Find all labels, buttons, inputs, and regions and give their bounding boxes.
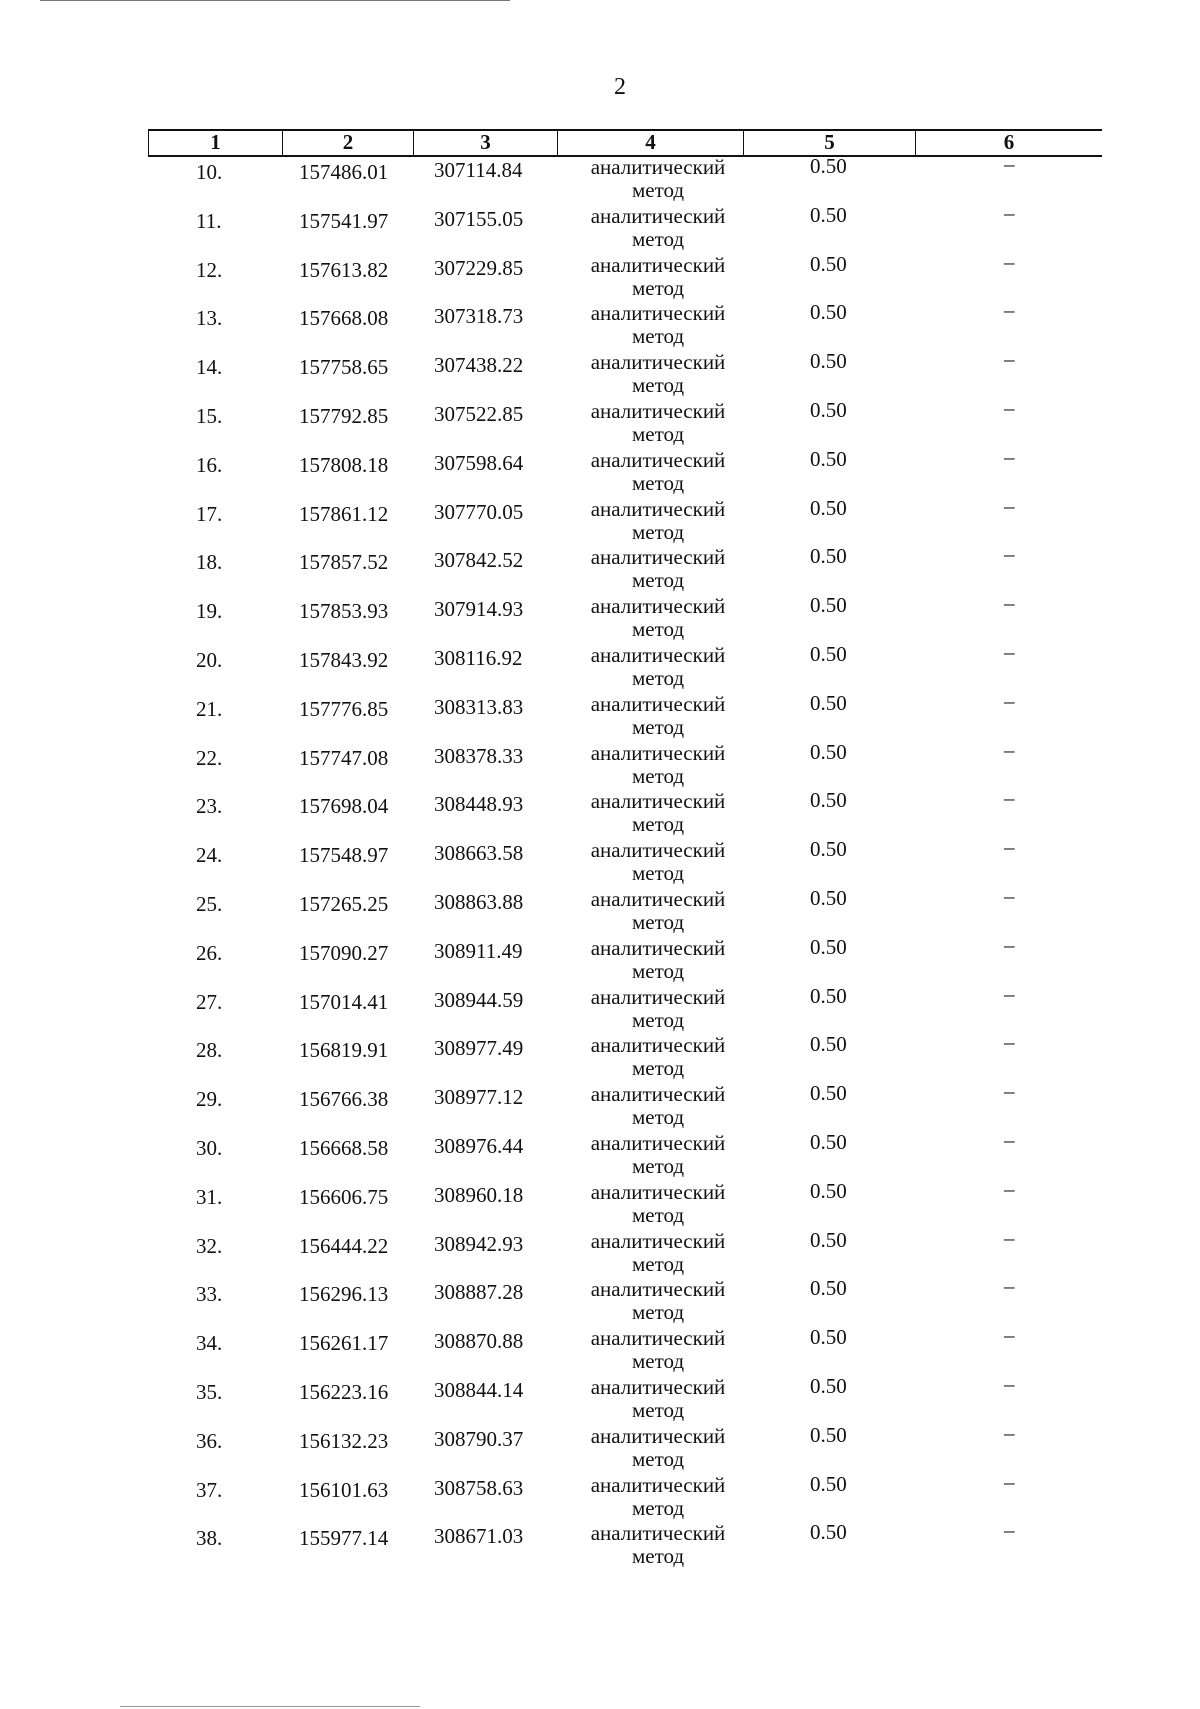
note-value: –: [1004, 249, 1015, 274]
table-row: [0, 1274, 1200, 1329]
note-value: –: [1004, 1371, 1015, 1396]
coordinate-y: 308758.63: [434, 1475, 524, 1500]
coordinate-x: 157548.97: [299, 843, 389, 868]
accuracy-value: 0.50: [810, 1276, 847, 1301]
coordinate-x: 157808.18: [299, 452, 389, 477]
coordinate-x: 157758.65: [299, 355, 389, 380]
coordinate-x: 157861.12: [299, 501, 389, 526]
coordinate-y: 308790.37: [434, 1426, 524, 1451]
coordinate-y: 307318.73: [434, 304, 524, 329]
column-header-1: 1: [148, 131, 282, 155]
note-value: –: [1004, 1323, 1015, 1348]
method-cell: [573, 1230, 743, 1276]
note-value: –: [1004, 883, 1015, 908]
accuracy-value: 0.50: [810, 300, 847, 325]
point-number: 35.: [196, 1379, 223, 1404]
method-line-2: метод: [631, 470, 685, 495]
coordinate-x: 157541.97: [299, 208, 389, 233]
method-line-2: метод: [631, 812, 685, 837]
point-number: 18.: [196, 550, 223, 575]
coordinate-y: 308977.12: [434, 1085, 524, 1110]
point-number: 29.: [196, 1087, 223, 1112]
coordinate-y: 307114.84: [434, 158, 523, 182]
point-number: 10.: [196, 160, 223, 184]
point-number: 31.: [196, 1184, 223, 1209]
table-row: [0, 1323, 1200, 1378]
method-line-1: аналитический: [590, 252, 726, 277]
column-header-5: 5: [743, 131, 915, 155]
accuracy-value: 0.50: [810, 544, 847, 569]
coordinate-x: 157668.08: [299, 306, 389, 331]
coordinate-x: 156444.22: [299, 1233, 389, 1258]
coordinate-y: 308671.03: [434, 1524, 524, 1549]
method-cell: [573, 498, 743, 544]
note-value: –: [1004, 835, 1015, 860]
point-number: 24.: [196, 843, 223, 868]
method-line-1: аналитический: [590, 1423, 726, 1448]
table-row: [0, 932, 1200, 988]
method-cell: [573, 693, 743, 739]
coordinate-y: 308870.88: [434, 1329, 524, 1354]
method-line-2: метод: [631, 1397, 685, 1422]
method-line-2: метод: [631, 665, 685, 690]
point-number: 14.: [196, 355, 223, 380]
table-row: [0, 639, 1200, 695]
method-line-2: метод: [631, 1056, 685, 1081]
method-cell: [573, 351, 743, 397]
table-row: [0, 981, 1200, 1037]
column-header-6: 6: [915, 131, 1102, 155]
method-line-1: аналитический: [590, 1228, 726, 1253]
coordinate-y: 308378.33: [434, 743, 524, 768]
coordinate-x: 157857.52: [299, 550, 389, 575]
method-line-2: метод: [631, 1202, 685, 1227]
method-cell: [573, 742, 743, 788]
coordinate-y: 307229.85: [434, 255, 524, 280]
point-number: 22.: [196, 745, 223, 770]
note-value: –: [1004, 639, 1015, 664]
accuracy-value: 0.50: [810, 397, 847, 422]
accuracy-value: 0.50: [810, 349, 847, 374]
table-header: [148, 129, 1102, 157]
coordinate-x: 156261.17: [299, 1331, 389, 1356]
point-number: 26.: [196, 940, 223, 965]
coordinate-x: 156223.16: [299, 1379, 389, 1404]
table-row: [0, 1420, 1200, 1476]
accuracy-value: 0.50: [810, 1129, 847, 1154]
note-value: –: [1004, 493, 1015, 518]
note-value: –: [1004, 542, 1015, 567]
point-number: 33.: [196, 1282, 223, 1307]
note-value: –: [1004, 737, 1015, 762]
accuracy-value: 0.50: [810, 885, 847, 910]
table-row: [0, 200, 1200, 256]
coordinate-y: 307522.85: [434, 401, 524, 426]
point-number: 38.: [196, 1526, 223, 1551]
point-number: 11.: [196, 208, 222, 233]
point-number: 16.: [196, 452, 223, 477]
point-number: 30.: [196, 1135, 223, 1160]
table-row: [0, 347, 1200, 402]
table-row: [0, 1127, 1200, 1183]
point-number: 13.: [196, 306, 223, 331]
column-header-3: 3: [413, 131, 557, 155]
method-line-2: метод: [631, 373, 685, 398]
point-number: 25.: [196, 891, 223, 916]
method-line-2: метод: [631, 1300, 685, 1325]
coordinate-x: 156296.13: [299, 1282, 389, 1307]
method-line-2: метод: [631, 1153, 685, 1178]
method-line-1: аналитический: [590, 447, 726, 472]
accuracy-value: 0.50: [810, 154, 847, 178]
method-line-2: метод: [631, 226, 685, 251]
accuracy-value: 0.50: [810, 1520, 847, 1545]
page-number: 2: [614, 74, 626, 100]
note-value: –: [1004, 200, 1015, 225]
method-cell: [573, 302, 743, 348]
accuracy-value: 0.50: [810, 690, 847, 715]
method-cell: [573, 1034, 743, 1080]
method-cell: [573, 839, 743, 885]
note-value: –: [1004, 1518, 1015, 1543]
table-row: [0, 542, 1200, 597]
table-row: [0, 688, 1200, 744]
coordinate-x: 157265.25: [299, 891, 389, 916]
coordinate-x: 157090.27: [299, 940, 389, 965]
note-value: –: [1004, 298, 1015, 323]
method-line-2: метод: [631, 1349, 685, 1374]
coordinate-y: 308976.44: [434, 1133, 524, 1158]
method-cell: [573, 1376, 743, 1422]
table-row: [0, 1225, 1200, 1281]
coordinate-x: 156819.91: [299, 1038, 389, 1063]
note-value: –: [1004, 932, 1015, 957]
accuracy-value: 0.50: [810, 983, 847, 1008]
method-line-1: аналитический: [590, 984, 726, 1009]
coordinate-y: 308863.88: [434, 889, 524, 914]
coordinate-y: 308911.49: [434, 938, 523, 963]
point-number: 15.: [196, 403, 223, 428]
note-value: –: [1004, 1030, 1015, 1055]
accuracy-value: 0.50: [810, 446, 847, 471]
point-number: 34.: [196, 1331, 223, 1356]
coordinate-x: 156606.75: [299, 1184, 389, 1209]
coordinate-x: 156766.38: [299, 1087, 389, 1112]
coordinate-y: 308116.92: [434, 645, 523, 670]
coordinate-x: 157613.82: [299, 257, 389, 282]
note-value: –: [1004, 444, 1015, 469]
coordinate-y: 307914.93: [434, 597, 524, 622]
coordinate-x: 157792.85: [299, 403, 389, 428]
method-line-1: аналитический: [590, 789, 726, 814]
coordinate-x: 156668.58: [299, 1135, 389, 1160]
method-cell: [573, 888, 743, 934]
table-row: [0, 737, 1200, 793]
point-number: 28.: [196, 1038, 223, 1063]
method-line-2: метод: [631, 275, 685, 300]
note-value: –: [1004, 152, 1015, 176]
method-cell: [573, 205, 743, 251]
note-value: –: [1004, 395, 1015, 420]
table-row: [0, 591, 1200, 646]
method-line-1: аналитический: [590, 398, 726, 423]
method-cell: [573, 1132, 743, 1178]
coordinate-y: 308844.14: [434, 1377, 524, 1402]
method-cell: [573, 986, 743, 1032]
method-line-2: метод: [631, 1007, 685, 1032]
point-number: 32.: [196, 1233, 223, 1258]
coordinate-x: 156101.63: [299, 1477, 389, 1502]
method-line-1: аналитический: [590, 935, 726, 960]
method-line-2: метод: [631, 1446, 685, 1471]
method-line-2: метод: [631, 1495, 685, 1520]
table-row: [0, 1371, 1200, 1427]
method-line-2: метод: [631, 861, 685, 886]
table-row: [0, 444, 1200, 500]
coordinate-y: 307842.52: [434, 548, 524, 573]
coordinate-y: 308960.18: [434, 1182, 524, 1207]
table-row: [0, 883, 1200, 939]
accuracy-value: 0.50: [810, 837, 847, 862]
accuracy-value: 0.50: [810, 1227, 847, 1252]
method-cell: [573, 449, 743, 495]
method-line-2: метод: [631, 1105, 685, 1130]
method-cell: [573, 790, 743, 836]
point-number: 19.: [196, 599, 223, 624]
point-number: 37.: [196, 1477, 223, 1502]
accuracy-value: 0.50: [810, 934, 847, 959]
method-line-1: аналитический: [590, 1033, 726, 1058]
method-line-2: метод: [631, 568, 685, 593]
note-value: –: [1004, 1274, 1015, 1299]
top-edge-rule: [40, 0, 510, 1]
accuracy-value: 0.50: [810, 1325, 847, 1350]
column-header-4: 4: [557, 131, 743, 155]
bottom-edge-rule: [120, 1706, 420, 1707]
accuracy-value: 0.50: [810, 202, 847, 227]
point-number: 21.: [196, 696, 223, 721]
note-value: –: [1004, 1420, 1015, 1445]
coordinate-y: 307438.22: [434, 353, 524, 378]
method-line-2: метод: [631, 714, 685, 739]
coordinate-y: 308977.49: [434, 1036, 524, 1061]
coordinate-x: 157747.08: [299, 745, 389, 770]
accuracy-value: 0.50: [810, 593, 847, 618]
method-line-2: метод: [631, 958, 685, 983]
coordinate-y: 308944.59: [434, 987, 524, 1012]
accuracy-value: 0.50: [810, 1081, 847, 1106]
method-line-1: аналитический: [590, 155, 726, 179]
method-line-1: аналитический: [590, 350, 726, 375]
accuracy-value: 0.50: [810, 641, 847, 666]
method-line-1: аналитический: [590, 642, 726, 667]
note-value: –: [1004, 347, 1015, 372]
method-cell: [573, 1083, 743, 1129]
method-line-1: аналитический: [590, 886, 726, 911]
method-line-1: аналитический: [590, 1472, 726, 1497]
note-value: –: [1004, 591, 1015, 616]
accuracy-value: 0.50: [810, 1422, 847, 1447]
method-cell: [573, 1474, 743, 1520]
method-line-1: аналитический: [590, 1326, 726, 1351]
point-number: 12.: [196, 257, 223, 282]
note-value: –: [1004, 1469, 1015, 1494]
accuracy-value: 0.50: [810, 788, 847, 813]
method-line-1: аналитический: [590, 740, 726, 765]
table-body: [0, 152, 1200, 1573]
method-cell: [573, 1181, 743, 1227]
table-row: [0, 493, 1200, 549]
method-cell: [573, 1327, 743, 1373]
method-cell: [573, 400, 743, 446]
note-value: –: [1004, 786, 1015, 811]
method-line-2: метод: [631, 421, 685, 446]
coordinate-y: 308663.58: [434, 841, 524, 866]
method-line-1: аналитический: [590, 301, 726, 326]
method-line-1: аналитический: [590, 496, 726, 521]
coordinate-y: 308887.28: [434, 1280, 524, 1305]
coordinate-x: 155977.14: [299, 1526, 389, 1551]
coordinate-y: 307770.05: [434, 499, 524, 524]
accuracy-value: 0.50: [810, 251, 847, 276]
table-row: [0, 1030, 1200, 1085]
coordinate-x: 156132.23: [299, 1428, 389, 1453]
coordinate-y: 308313.83: [434, 694, 524, 719]
method-line-2: метод: [631, 1251, 685, 1276]
note-value: –: [1004, 688, 1015, 713]
method-line-2: метод: [631, 909, 685, 934]
table-row: [0, 395, 1200, 451]
note-value: –: [1004, 1176, 1015, 1201]
method-line-1: аналитический: [590, 1277, 726, 1302]
accuracy-value: 0.50: [810, 1471, 847, 1496]
coordinate-x: 157698.04: [299, 794, 389, 819]
note-value: –: [1004, 1225, 1015, 1250]
table-row: [0, 1176, 1200, 1232]
method-cell: [573, 644, 743, 690]
method-cell: [573, 1522, 743, 1568]
table-row: [0, 1469, 1200, 1525]
point-number: 23.: [196, 794, 223, 819]
coordinate-x: 157014.41: [299, 989, 389, 1014]
table-row: [0, 1079, 1200, 1134]
coordinate-y: 307598.64: [434, 450, 524, 475]
point-number: 27.: [196, 989, 223, 1014]
point-number: 20.: [196, 647, 223, 672]
method-cell: [573, 1425, 743, 1471]
table-row: [0, 1518, 1200, 1573]
table-row: [0, 298, 1200, 353]
coordinate-x: 157776.85: [299, 696, 389, 721]
method-line-2: метод: [631, 519, 685, 544]
method-cell: [573, 156, 743, 202]
method-line-1: аналитический: [590, 594, 726, 619]
point-number: 17.: [196, 501, 223, 526]
method-cell: [573, 595, 743, 641]
method-line-1: аналитический: [590, 691, 726, 716]
accuracy-value: 0.50: [810, 1032, 847, 1057]
method-line-1: аналитический: [590, 545, 726, 570]
method-line-2: метод: [631, 178, 685, 202]
coordinate-x: 157843.92: [299, 647, 389, 672]
method-cell: [573, 546, 743, 592]
table-row: [0, 835, 1200, 890]
method-line-1: аналитический: [590, 1179, 726, 1204]
method-line-1: аналитический: [590, 1082, 726, 1107]
coordinate-x: 157486.01: [299, 160, 389, 184]
coordinate-x: 157853.93: [299, 599, 389, 624]
point-number: 36.: [196, 1428, 223, 1453]
coordinate-y: 308942.93: [434, 1231, 524, 1256]
accuracy-value: 0.50: [810, 495, 847, 520]
method-line-1: аналитический: [590, 1521, 726, 1546]
method-line-2: метод: [631, 1544, 685, 1569]
column-header-2: 2: [282, 131, 413, 155]
accuracy-value: 0.50: [810, 1373, 847, 1398]
table-row: [0, 152, 1200, 207]
method-line-2: метод: [631, 617, 685, 642]
method-line-1: аналитический: [590, 203, 726, 228]
accuracy-value: 0.50: [810, 1178, 847, 1203]
note-value: –: [1004, 981, 1015, 1006]
table-row: [0, 786, 1200, 841]
method-cell: [573, 254, 743, 300]
method-cell: [573, 937, 743, 983]
coordinate-y: 308448.93: [434, 792, 524, 817]
method-cell: [573, 1278, 743, 1324]
note-value: –: [1004, 1079, 1015, 1104]
method-line-1: аналитический: [590, 1374, 726, 1399]
coordinate-y: 307155.05: [434, 206, 524, 231]
accuracy-value: 0.50: [810, 739, 847, 764]
method-line-1: аналитический: [590, 1130, 726, 1155]
method-line-1: аналитический: [590, 838, 726, 863]
note-value: –: [1004, 1127, 1015, 1152]
method-line-2: метод: [631, 324, 685, 349]
table-row: [0, 249, 1200, 305]
method-line-2: метод: [631, 763, 685, 788]
